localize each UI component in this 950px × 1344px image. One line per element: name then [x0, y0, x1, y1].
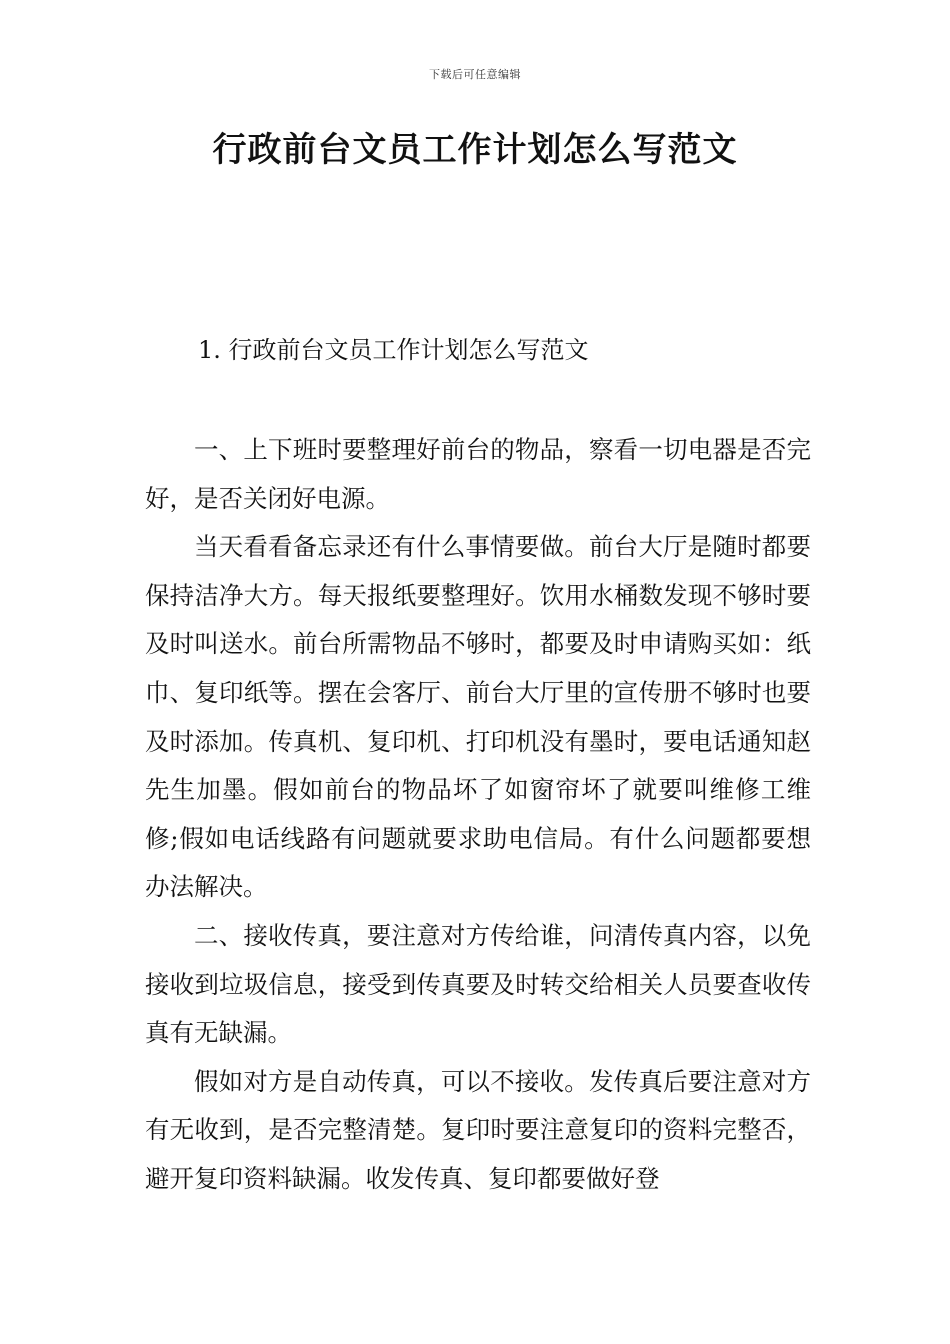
paragraph-2: 当天看看备忘录还有什么事情要做。前台大厅是随时都要保持洁净大方。每天报纸要整理好。饮用水桶数发现不够时要及时叫送水。前台所需物品不够时，都要及时申请购买如：纸巾、复印纸等。摆在会客厅、前台大厅里的宣传册不够时也要及时添加。传真机、复印机、打印机没有墨时，要电话通知赵先生加墨。假如前台的物品坏了如窗帘坏了就要叫维修工维修;假如电话线路有问题就要求助电信局。有什么问题都要想办法解决。 [145, 532, 811, 902]
document-title: 行政前台文员工作计划怎么写范文 [212, 130, 738, 170]
paragraph-3: 二、接收传真，要注意对方传给谁，问清传真内容，以免接收到垃圾信息，接受到传真要及时转交给相关人员要查收传真有无缺漏。 [145, 920, 811, 1048]
header-note: 下载后可任意编辑 [429, 68, 521, 81]
section-heading: 1. 行政前台文员工作计划怎么写范文 [198, 336, 589, 364]
paragraph-4: 假如对方是自动传真，可以不接收。发传真后要注意对方有无收到，是否完整清楚。复印时要注意复印的资料完整否，避开复印资料缺漏。收发传真、复印都要做好登 [145, 1066, 811, 1193]
document-body [145, 426, 811, 1204]
paragraph-1: 一、上下班时要整理好前台的物品，察看一切电器是否完好，是否关闭好电源。 [145, 435, 811, 513]
